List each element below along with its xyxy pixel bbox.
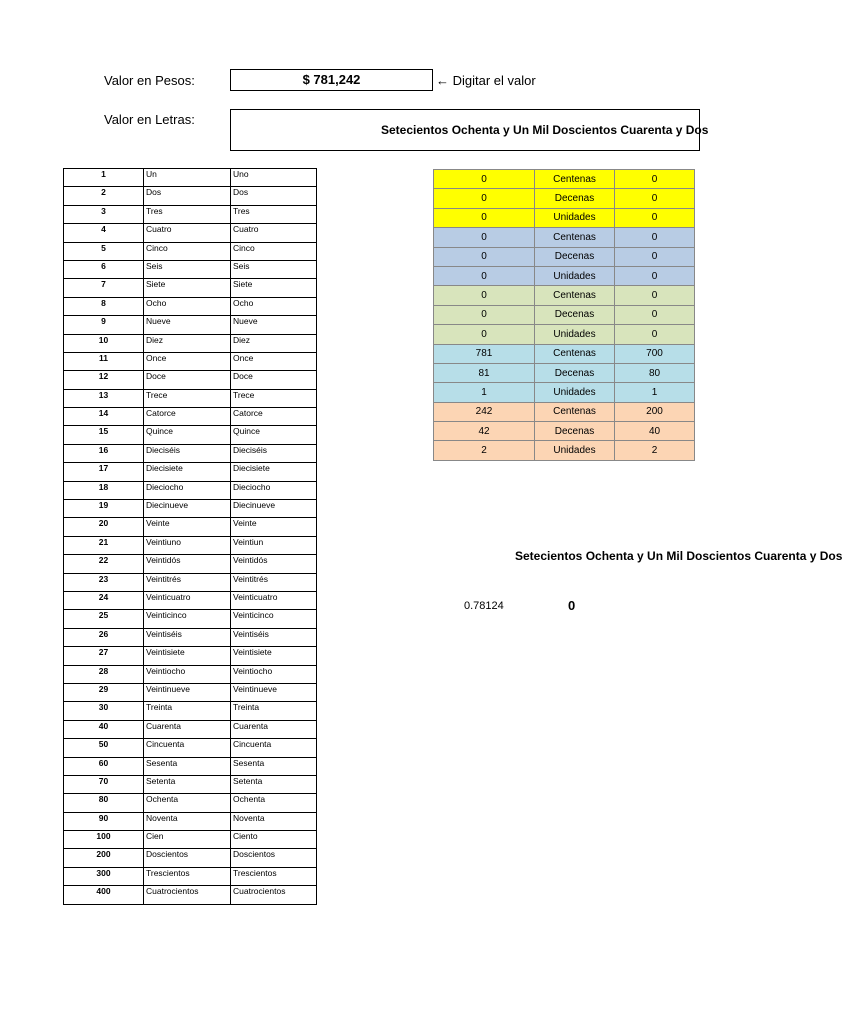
numbers-table [63, 168, 317, 905]
word-full-cell[interactable]: Cincuenta [231, 739, 317, 757]
zero-value: 0 [568, 598, 576, 613]
place-value-cell[interactable]: 200 [615, 402, 695, 421]
number-cell[interactable]: 14 [64, 408, 144, 426]
number-cell[interactable]: 18 [64, 481, 144, 499]
decomposition-row [434, 189, 695, 208]
word-short-cell[interactable]: Doscientos [144, 849, 231, 867]
place-cell[interactable]: Decenas [535, 422, 615, 441]
value-cell[interactable]: 0 [434, 170, 535, 189]
resultado-texto: Setecientos Ochenta y Un Mil Doscientos Cuarenta y Dos [515, 549, 842, 563]
value-cell[interactable]: 0 [434, 228, 535, 247]
word-full-cell[interactable]: Quince [231, 426, 317, 444]
table-row [64, 720, 317, 738]
number-cell[interactable]: 17 [64, 463, 144, 481]
decimal-value: 0.78124 [464, 600, 504, 612]
table-row [64, 591, 317, 609]
valor-letras-cell [230, 109, 709, 151]
word-full-cell[interactable]: Once [231, 352, 317, 370]
place-value-cell[interactable]: 0 [615, 208, 695, 227]
table-row [64, 426, 317, 444]
word-full-cell[interactable]: Trece [231, 389, 317, 407]
table-row [64, 169, 317, 187]
table-row [64, 628, 317, 646]
place-value-cell[interactable]: 80 [615, 363, 695, 382]
table-row [64, 297, 317, 315]
table-row [64, 352, 317, 370]
number-cell[interactable]: 90 [64, 812, 144, 830]
decomposition-row [434, 170, 695, 189]
number-cell[interactable]: 25 [64, 610, 144, 628]
decomposition-row [434, 363, 695, 382]
place-cell[interactable]: Centenas [535, 170, 615, 189]
number-cell[interactable]: 26 [64, 628, 144, 646]
word-full-cell[interactable]: Sesenta [231, 757, 317, 775]
table-row [64, 316, 317, 334]
word-full-cell[interactable]: Ciento [231, 831, 317, 849]
decomposition-row [434, 286, 695, 305]
place-value-cell[interactable]: 2 [615, 441, 695, 460]
table-row [64, 812, 317, 830]
word-short-cell[interactable]: Diez [144, 334, 231, 352]
table-row [64, 444, 317, 462]
table-row [64, 260, 317, 278]
number-cell[interactable]: 23 [64, 573, 144, 591]
decomposition-row [434, 422, 695, 441]
word-full-cell[interactable]: Veinte [231, 518, 317, 536]
word-full-cell[interactable]: Veinticuatro [231, 591, 317, 609]
word-full-cell[interactable]: Dos [231, 187, 317, 205]
table-row [64, 665, 317, 683]
word-full-cell[interactable]: Veintitrés [231, 573, 317, 591]
number-cell[interactable]: 19 [64, 500, 144, 518]
word-full-cell[interactable]: Dieciocho [231, 481, 317, 499]
table-row [64, 702, 317, 720]
word-short-cell[interactable]: Trescientos [144, 867, 231, 885]
table-row [64, 224, 317, 242]
place-cell[interactable]: Unidades [535, 325, 615, 344]
place-value-cell[interactable]: 0 [615, 325, 695, 344]
value-cell[interactable]: 0 [434, 286, 535, 305]
number-cell[interactable]: 11 [64, 352, 144, 370]
value-cell[interactable]: 0 [434, 325, 535, 344]
label-valor-pesos: Valor en Pesos: [104, 73, 195, 88]
word-short-cell[interactable]: Veinticinco [144, 610, 231, 628]
number-cell[interactable]: 70 [64, 775, 144, 793]
word-short-cell[interactable]: Ocho [144, 297, 231, 315]
word-short-cell[interactable]: Diecisiete [144, 463, 231, 481]
number-cell[interactable]: 60 [64, 757, 144, 775]
word-full-cell[interactable]: Veintiséis [231, 628, 317, 646]
word-full-cell[interactable]: Veintisiete [231, 647, 317, 665]
table-row [64, 757, 317, 775]
table-row [64, 389, 317, 407]
place-cell[interactable]: Decenas [535, 305, 615, 324]
table-row [64, 408, 317, 426]
place-value-cell[interactable]: 0 [615, 189, 695, 208]
place-value-cell[interactable]: 0 [615, 305, 695, 324]
word-short-cell[interactable]: Doce [144, 371, 231, 389]
word-short-cell[interactable]: Veintisiete [144, 647, 231, 665]
number-cell[interactable]: 40 [64, 720, 144, 738]
word-full-cell[interactable]: Cuatro [231, 224, 317, 242]
word-short-cell[interactable]: Veintiuno [144, 536, 231, 554]
place-cell[interactable]: Decenas [535, 189, 615, 208]
value-cell[interactable]: 0 [434, 266, 535, 285]
value-cell[interactable]: 781 [434, 344, 535, 363]
number-cell[interactable]: 100 [64, 831, 144, 849]
word-full-cell[interactable]: Seis [231, 260, 317, 278]
word-full-cell[interactable]: Setenta [231, 775, 317, 793]
number-cell[interactable]: 28 [64, 665, 144, 683]
place-value-cell[interactable]: 0 [615, 170, 695, 189]
number-cell[interactable]: 9 [64, 316, 144, 334]
word-short-cell[interactable]: Catorce [144, 408, 231, 426]
number-cell[interactable]: 20 [64, 518, 144, 536]
word-full-cell[interactable]: Uno [231, 169, 317, 187]
place-cell[interactable]: Centenas [535, 228, 615, 247]
word-short-cell[interactable]: Setenta [144, 775, 231, 793]
decomposition-row [434, 247, 695, 266]
word-full-cell[interactable]: Veintiun [231, 536, 317, 554]
word-full-cell[interactable]: Doscientos [231, 849, 317, 867]
table-row [64, 242, 317, 260]
word-short-cell[interactable]: Veintitrés [144, 573, 231, 591]
table-row [64, 205, 317, 223]
word-full-cell[interactable]: Veintiocho [231, 665, 317, 683]
word-short-cell[interactable]: Cuatrocientos [144, 886, 231, 904]
word-short-cell[interactable]: Veintinueve [144, 683, 231, 701]
word-full-cell[interactable]: Doce [231, 371, 317, 389]
value-cell[interactable]: 0 [434, 208, 535, 227]
word-full-cell[interactable]: Catorce [231, 408, 317, 426]
place-cell[interactable]: Unidades [535, 208, 615, 227]
number-cell[interactable]: 400 [64, 886, 144, 904]
place-value-cell[interactable]: 1 [615, 383, 695, 402]
value-cell[interactable]: 2 [434, 441, 535, 460]
word-short-cell[interactable]: Trece [144, 389, 231, 407]
place-cell[interactable]: Decenas [535, 247, 615, 266]
place-cell[interactable]: Decenas [535, 363, 615, 382]
table-row [64, 831, 317, 849]
place-value-cell[interactable]: 700 [615, 344, 695, 363]
value-cell[interactable]: 0 [434, 189, 535, 208]
word-short-cell[interactable]: Cien [144, 831, 231, 849]
table-row [64, 886, 317, 904]
word-full-cell[interactable]: Nueve [231, 316, 317, 334]
word-full-cell[interactable]: Veintidós [231, 555, 317, 573]
decomposition-row [434, 383, 695, 402]
word-short-cell[interactable]: Tres [144, 205, 231, 223]
number-cell[interactable]: 2 [64, 187, 144, 205]
place-cell[interactable]: Centenas [535, 402, 615, 421]
place-cell[interactable]: Unidades [535, 441, 615, 460]
table-row [64, 371, 317, 389]
decomposition-row [434, 325, 695, 344]
word-full-cell[interactable]: Cinco [231, 242, 317, 260]
place-value-cell[interactable]: 0 [615, 228, 695, 247]
word-short-cell[interactable]: Sesenta [144, 757, 231, 775]
word-short-cell[interactable]: Cincuenta [144, 739, 231, 757]
value-cell[interactable]: 242 [434, 402, 535, 421]
number-cell[interactable]: 12 [64, 371, 144, 389]
valor-pesos-input[interactable]: $ 781,242 [230, 69, 433, 91]
table-row [64, 518, 317, 536]
decomposition-row [434, 441, 695, 460]
decomposition-table [433, 169, 695, 461]
word-short-cell[interactable]: Nueve [144, 316, 231, 334]
decomposition-row [434, 344, 695, 363]
number-cell[interactable]: 5 [64, 242, 144, 260]
word-full-cell[interactable]: Diecinueve [231, 500, 317, 518]
word-short-cell[interactable]: Veintiséis [144, 628, 231, 646]
value-cell[interactable]: 42 [434, 422, 535, 441]
table-row [64, 775, 317, 793]
number-cell[interactable]: 29 [64, 683, 144, 701]
valor-letras-text: Setecientos Ochenta y Un Mil Doscientos Cuarenta y Dos [381, 123, 709, 137]
word-short-cell[interactable]: Cuarenta [144, 720, 231, 738]
table-row [64, 500, 317, 518]
word-short-cell[interactable]: Dieciocho [144, 481, 231, 499]
number-cell[interactable]: 13 [64, 389, 144, 407]
word-full-cell[interactable]: Trescientos [231, 867, 317, 885]
number-cell[interactable]: 300 [64, 867, 144, 885]
place-cell[interactable]: Unidades [535, 383, 615, 402]
hint-digitar-valor: ← Digitar el valor [436, 73, 536, 88]
word-full-cell[interactable]: Tres [231, 205, 317, 223]
number-cell[interactable]: 50 [64, 739, 144, 757]
word-full-cell[interactable]: Ocho [231, 297, 317, 315]
word-short-cell[interactable]: Cinco [144, 242, 231, 260]
decomposition-row [434, 402, 695, 421]
word-full-cell[interactable]: Dieciséis [231, 444, 317, 462]
number-cell[interactable]: 24 [64, 591, 144, 609]
number-cell[interactable]: 10 [64, 334, 144, 352]
table-row [64, 573, 317, 591]
word-short-cell[interactable]: Siete [144, 279, 231, 297]
word-short-cell[interactable]: Cuatro [144, 224, 231, 242]
table-row [64, 481, 317, 499]
table-row [64, 279, 317, 297]
decomposition-row [434, 305, 695, 324]
word-short-cell[interactable]: Seis [144, 260, 231, 278]
word-full-cell[interactable]: Cuarenta [231, 720, 317, 738]
number-cell[interactable]: 27 [64, 647, 144, 665]
table-row [64, 867, 317, 885]
number-cell[interactable]: 8 [64, 297, 144, 315]
number-cell[interactable]: 16 [64, 444, 144, 462]
word-short-cell[interactable]: Dieciséis [144, 444, 231, 462]
word-full-cell[interactable]: Veintinueve [231, 683, 317, 701]
place-value-cell[interactable]: 0 [615, 247, 695, 266]
place-value-cell[interactable]: 0 [615, 266, 695, 285]
word-full-cell[interactable]: Diecisiete [231, 463, 317, 481]
word-short-cell[interactable]: Quince [144, 426, 231, 444]
word-short-cell[interactable]: Un [144, 169, 231, 187]
table-row [64, 849, 317, 867]
word-full-cell[interactable]: Noventa [231, 812, 317, 830]
label-valor-letras: Valor en Letras: [104, 112, 195, 127]
number-cell[interactable]: 7 [64, 279, 144, 297]
value-cell[interactable]: 0 [434, 305, 535, 324]
word-full-cell[interactable]: Treinta [231, 702, 317, 720]
table-row [64, 555, 317, 573]
place-value-cell[interactable]: 0 [615, 286, 695, 305]
decomposition-row [434, 228, 695, 247]
number-cell[interactable]: 22 [64, 555, 144, 573]
value-cell[interactable]: 0 [434, 247, 535, 266]
word-short-cell[interactable]: Diecinueve [144, 500, 231, 518]
number-cell[interactable]: 4 [64, 224, 144, 242]
word-short-cell[interactable]: Veinte [144, 518, 231, 536]
decomposition-row [434, 266, 695, 285]
number-cell[interactable]: 200 [64, 849, 144, 867]
table-row [64, 463, 317, 481]
word-full-cell[interactable]: Ochenta [231, 794, 317, 812]
table-row [64, 794, 317, 812]
table-row [64, 187, 317, 205]
value-cell[interactable]: 1 [434, 383, 535, 402]
number-cell[interactable]: 15 [64, 426, 144, 444]
number-cell[interactable]: 3 [64, 205, 144, 223]
place-cell[interactable]: Unidades [535, 266, 615, 285]
place-cell[interactable]: Centenas [535, 344, 615, 363]
table-row [64, 647, 317, 665]
word-short-cell[interactable]: Noventa [144, 812, 231, 830]
decomposition-row [434, 208, 695, 227]
number-cell[interactable]: 21 [64, 536, 144, 554]
table-row [64, 683, 317, 701]
number-cell[interactable]: 30 [64, 702, 144, 720]
table-row [64, 334, 317, 352]
place-cell[interactable]: Centenas [535, 286, 615, 305]
word-full-cell[interactable]: Veinticinco [231, 610, 317, 628]
word-short-cell[interactable]: Veintiocho [144, 665, 231, 683]
value-cell[interactable]: 81 [434, 363, 535, 382]
table-row [64, 739, 317, 757]
place-value-cell[interactable]: 40 [615, 422, 695, 441]
table-row [64, 610, 317, 628]
word-full-cell[interactable]: Cuatrocientos [231, 886, 317, 904]
word-short-cell[interactable]: Ochenta [144, 794, 231, 812]
table-row [64, 536, 317, 554]
word-short-cell[interactable]: Veintidós [144, 555, 231, 573]
word-short-cell[interactable]: Dos [144, 187, 231, 205]
word-short-cell[interactable]: Once [144, 352, 231, 370]
number-cell[interactable]: 80 [64, 794, 144, 812]
word-full-cell[interactable]: Diez [231, 334, 317, 352]
word-short-cell[interactable]: Treinta [144, 702, 231, 720]
number-cell[interactable]: 6 [64, 260, 144, 278]
word-full-cell[interactable]: Siete [231, 279, 317, 297]
number-cell[interactable]: 1 [64, 169, 144, 187]
word-short-cell[interactable]: Veinticuatro [144, 591, 231, 609]
